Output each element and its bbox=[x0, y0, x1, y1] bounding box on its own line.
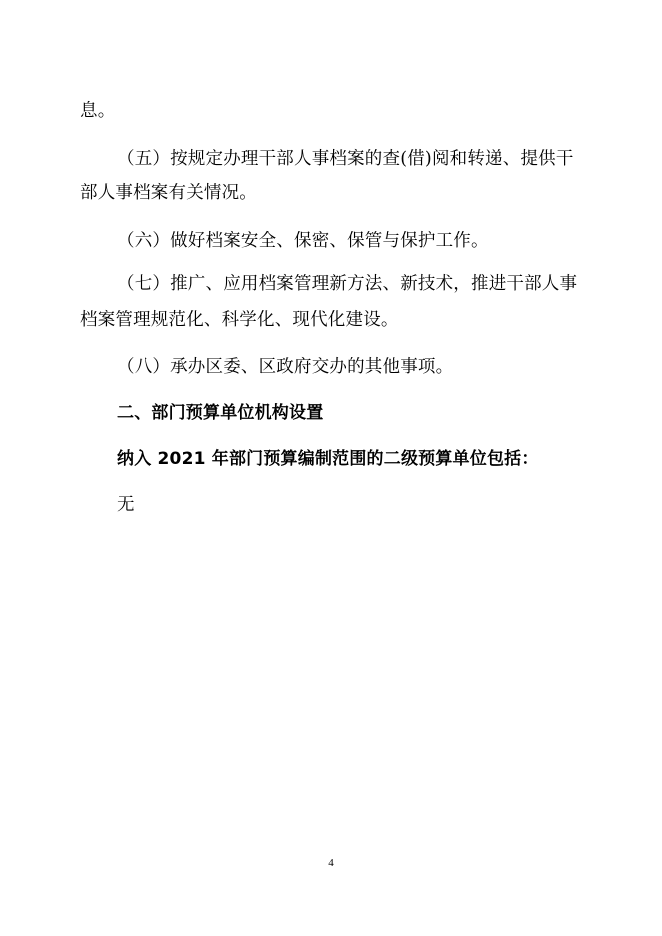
budget-units-answer: 无 bbox=[117, 495, 135, 515]
item-six-line: （六）做好档案安全、保密、保管与保护工作。 bbox=[117, 231, 489, 251]
item-seven-line-1: （七）推广、应用档案管理新方法、新技术，推进干部人事 bbox=[117, 274, 578, 294]
item-eight-line: （八）承办区委、区政府交办的其他事项。 bbox=[117, 357, 454, 377]
section-heading: 二、部门预算单位机构设置 bbox=[117, 403, 324, 423]
item-five-line-2: 部人事档案有关情况。 bbox=[80, 183, 257, 203]
item-five-line-1: （五）按规定办理干部人事档案的查(借)阅和转递、提供干 bbox=[117, 149, 574, 169]
budget-units-statement: 纳入 2021 年部门预算编制范围的二级预算单位包括： bbox=[117, 449, 539, 469]
paragraph-continuation-line: 息。 bbox=[80, 101, 116, 121]
page-number: 4 bbox=[328, 857, 334, 869]
item-seven-line-2: 档案管理规范化、科学化、现代化建设。 bbox=[80, 310, 399, 330]
